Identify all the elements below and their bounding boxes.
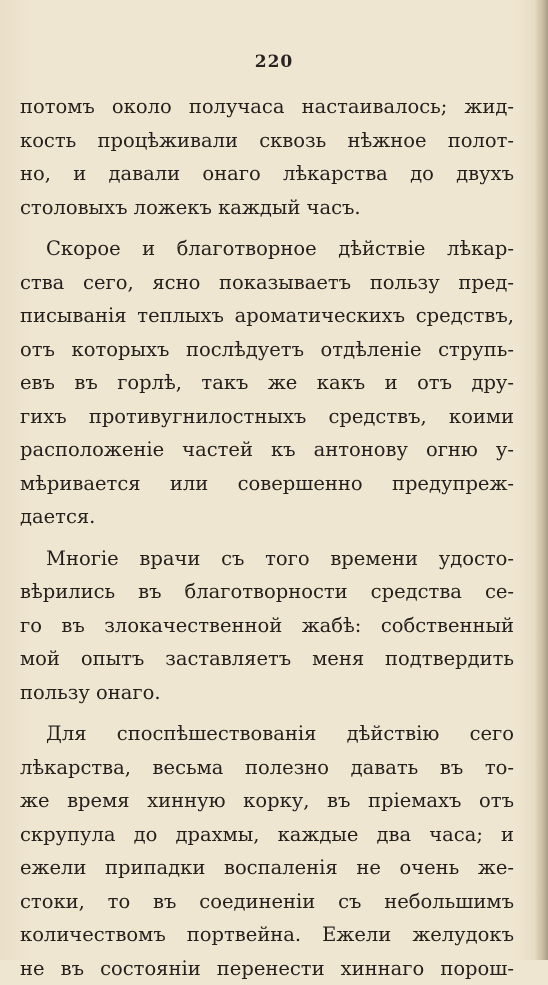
text-line: ства сего, ясно показываетъ пользу пред- bbox=[20, 266, 514, 300]
paragraph bbox=[20, 542, 514, 710]
body-text bbox=[20, 90, 514, 985]
text-line: лѣкарства, весьма полезно давать въ то- bbox=[20, 751, 514, 785]
paragraph-gap bbox=[20, 534, 514, 542]
text-line: го въ злокачественной жабѣ: собственный bbox=[20, 609, 514, 643]
text-line: мѣривается или совершенно предупреж- bbox=[20, 467, 514, 501]
paragraph-gap bbox=[20, 224, 514, 232]
text-line: не въ состояніи перенести хиннаго порош- bbox=[20, 952, 514, 985]
paragraph bbox=[20, 232, 514, 534]
text-line: кость процѣживали сквозь нѣжное полот- bbox=[20, 124, 514, 158]
text-line: отъ которыхъ послѣдуетъ отдѣленіе струпь- bbox=[20, 333, 514, 367]
text-line: Многіе врачи съ того времени удосто- bbox=[20, 542, 514, 576]
text-line: но, и давали онаго лѣкарства до двухъ bbox=[20, 157, 514, 191]
text-line: потомъ около получаса настаивалось; жид- bbox=[20, 90, 514, 124]
text-line: стоки, то въ соединеніи съ небольшимъ bbox=[20, 885, 514, 919]
text-line: же время хинную корку, въ пріемахъ отъ bbox=[20, 784, 514, 818]
text-line: Скорое и благотворное дѣйствіе лѣкар- bbox=[20, 232, 514, 266]
paragraph bbox=[20, 717, 514, 985]
paragraph bbox=[20, 90, 514, 224]
text-line: евъ въ горлѣ, такъ же какъ и отъ дру- bbox=[20, 366, 514, 400]
text-line: гихъ противугнилостныхъ средствъ, коими bbox=[20, 400, 514, 434]
text-line: вѣрились въ благотворности средства се- bbox=[20, 575, 514, 609]
text-line: количествомъ портвейна. Ежели желудокъ bbox=[20, 918, 514, 952]
text-line: ежели припадки воспаленія не очень же- bbox=[20, 851, 514, 885]
text-line: пользу онаго. bbox=[20, 676, 514, 710]
page-number: 220 bbox=[0, 52, 548, 72]
text-line: скрупула до драхмы, каждые два часа; и bbox=[20, 818, 514, 852]
page-edge-shadow bbox=[534, 0, 548, 960]
text-line: столовыхъ ложекъ каждый часъ. bbox=[20, 191, 514, 225]
text-line: Для споспѣшествованія дѣйствію сего bbox=[20, 717, 514, 751]
text-line: расположеніе частей къ антонову огню у- bbox=[20, 433, 514, 467]
text-line: дается. bbox=[20, 500, 514, 534]
paragraph-gap bbox=[20, 709, 514, 717]
text-line: писыванія теплыхъ ароматическихъ средствъ, bbox=[20, 299, 514, 333]
text-line: мой опытъ заставляетъ меня подтвердить bbox=[20, 642, 514, 676]
